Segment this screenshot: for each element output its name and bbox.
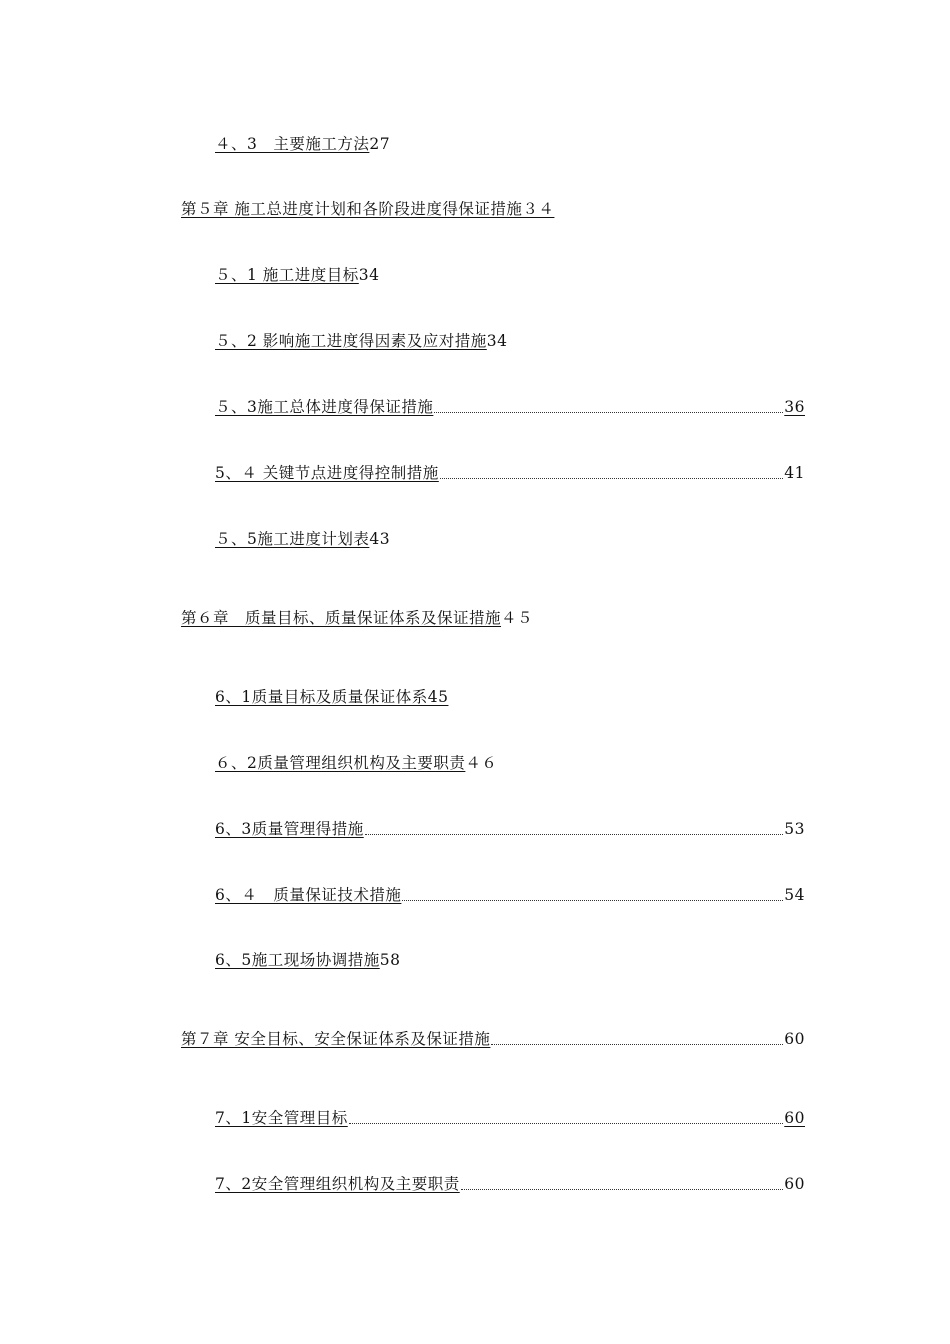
toc-entry-5-3[interactable]	[215, 395, 805, 417]
toc-entry-page: 53	[784, 820, 805, 838]
toc-entry-5-2[interactable]	[215, 329, 508, 351]
toc-chapter-title[interactable]: 第６章 质量目标、质量保证体系及保证措施	[181, 609, 502, 627]
toc-entry-title[interactable]: 7、2安全管理组织机构及主要职责	[215, 1175, 460, 1193]
toc-entry-6-1[interactable]	[215, 685, 448, 707]
toc-entry-7-2[interactable]	[215, 1172, 805, 1194]
toc-entry-page: 34	[486, 332, 508, 350]
dot-leader	[440, 478, 783, 479]
toc-entry-page: 27	[369, 135, 391, 153]
toc-entry-5-4[interactable]	[215, 461, 805, 483]
toc-entry-title[interactable]: ４、3 主要施工方法	[215, 135, 370, 153]
toc-entry-7-1[interactable]	[215, 1106, 805, 1128]
toc-chapter-page: ４５	[501, 609, 534, 627]
dot-leader	[461, 1189, 784, 1190]
toc-entry-title[interactable]: ６、2质量管理组织机构及主要职责	[215, 754, 466, 772]
toc-entry-title[interactable]: ５、5施工进度计划表	[215, 530, 370, 548]
toc-entry-5-5[interactable]	[215, 527, 390, 549]
toc-entry-page: 54	[784, 886, 805, 904]
toc-entry-title[interactable]: ５、3施工总体进度得保证措施	[215, 398, 434, 416]
toc-entry-page: 41	[784, 464, 805, 482]
toc-entry-page: 60	[784, 1109, 805, 1127]
toc-chapter-7[interactable]	[181, 1027, 805, 1049]
toc-chapter-5[interactable]	[181, 197, 554, 219]
toc-entry-4-3[interactable]	[215, 132, 390, 154]
toc-entry-6-2[interactable]	[215, 751, 497, 773]
dot-leader	[491, 1044, 783, 1045]
toc-entry-title[interactable]: 6、3质量管理得措施	[215, 820, 364, 838]
toc-entry-page: ４６	[465, 754, 498, 772]
toc-entry-page: 60	[784, 1175, 805, 1193]
dot-leader	[434, 412, 783, 413]
toc-chapter-title[interactable]: 第５章 施工总进度计划和各阶段进度得保证措施３４	[181, 200, 555, 218]
toc-entry-title[interactable]: 7、1安全管理目标	[215, 1109, 348, 1127]
toc-chapter-page: 60	[784, 1030, 805, 1048]
toc-entry-title[interactable]: 6、４ 质量保证技术措施	[215, 886, 402, 904]
dot-leader	[402, 900, 783, 901]
dot-leader	[349, 1123, 784, 1124]
toc-entry-6-3[interactable]	[215, 817, 805, 839]
toc-entry-page: 36	[784, 398, 805, 416]
toc-entry-6-5[interactable]	[215, 948, 400, 970]
toc-chapter-6[interactable]	[181, 606, 533, 628]
dot-leader	[365, 834, 784, 835]
toc-entry-title[interactable]: ５、2 影响施工进度得因素及应对措施	[215, 332, 487, 350]
toc-entry-5-1[interactable]	[215, 263, 380, 285]
toc-entry-title[interactable]: 6、1质量目标及质量保证体系45	[215, 688, 449, 706]
toc-entry-page: 43	[369, 530, 391, 548]
toc-entry-title[interactable]: 6、5施工现场协调措施	[215, 951, 380, 969]
toc-entry-6-4[interactable]	[215, 883, 805, 905]
toc-entry-page: 34	[358, 266, 380, 284]
toc-entry-page: 58	[379, 951, 401, 969]
toc-entry-title[interactable]: ５、1 施工进度目标	[215, 266, 359, 284]
toc-entry-title[interactable]: 5、４ 关键节点进度得控制措施	[215, 464, 439, 482]
toc-chapter-title[interactable]: 第７章 安全目标、安全保证体系及保证措施	[181, 1030, 491, 1048]
